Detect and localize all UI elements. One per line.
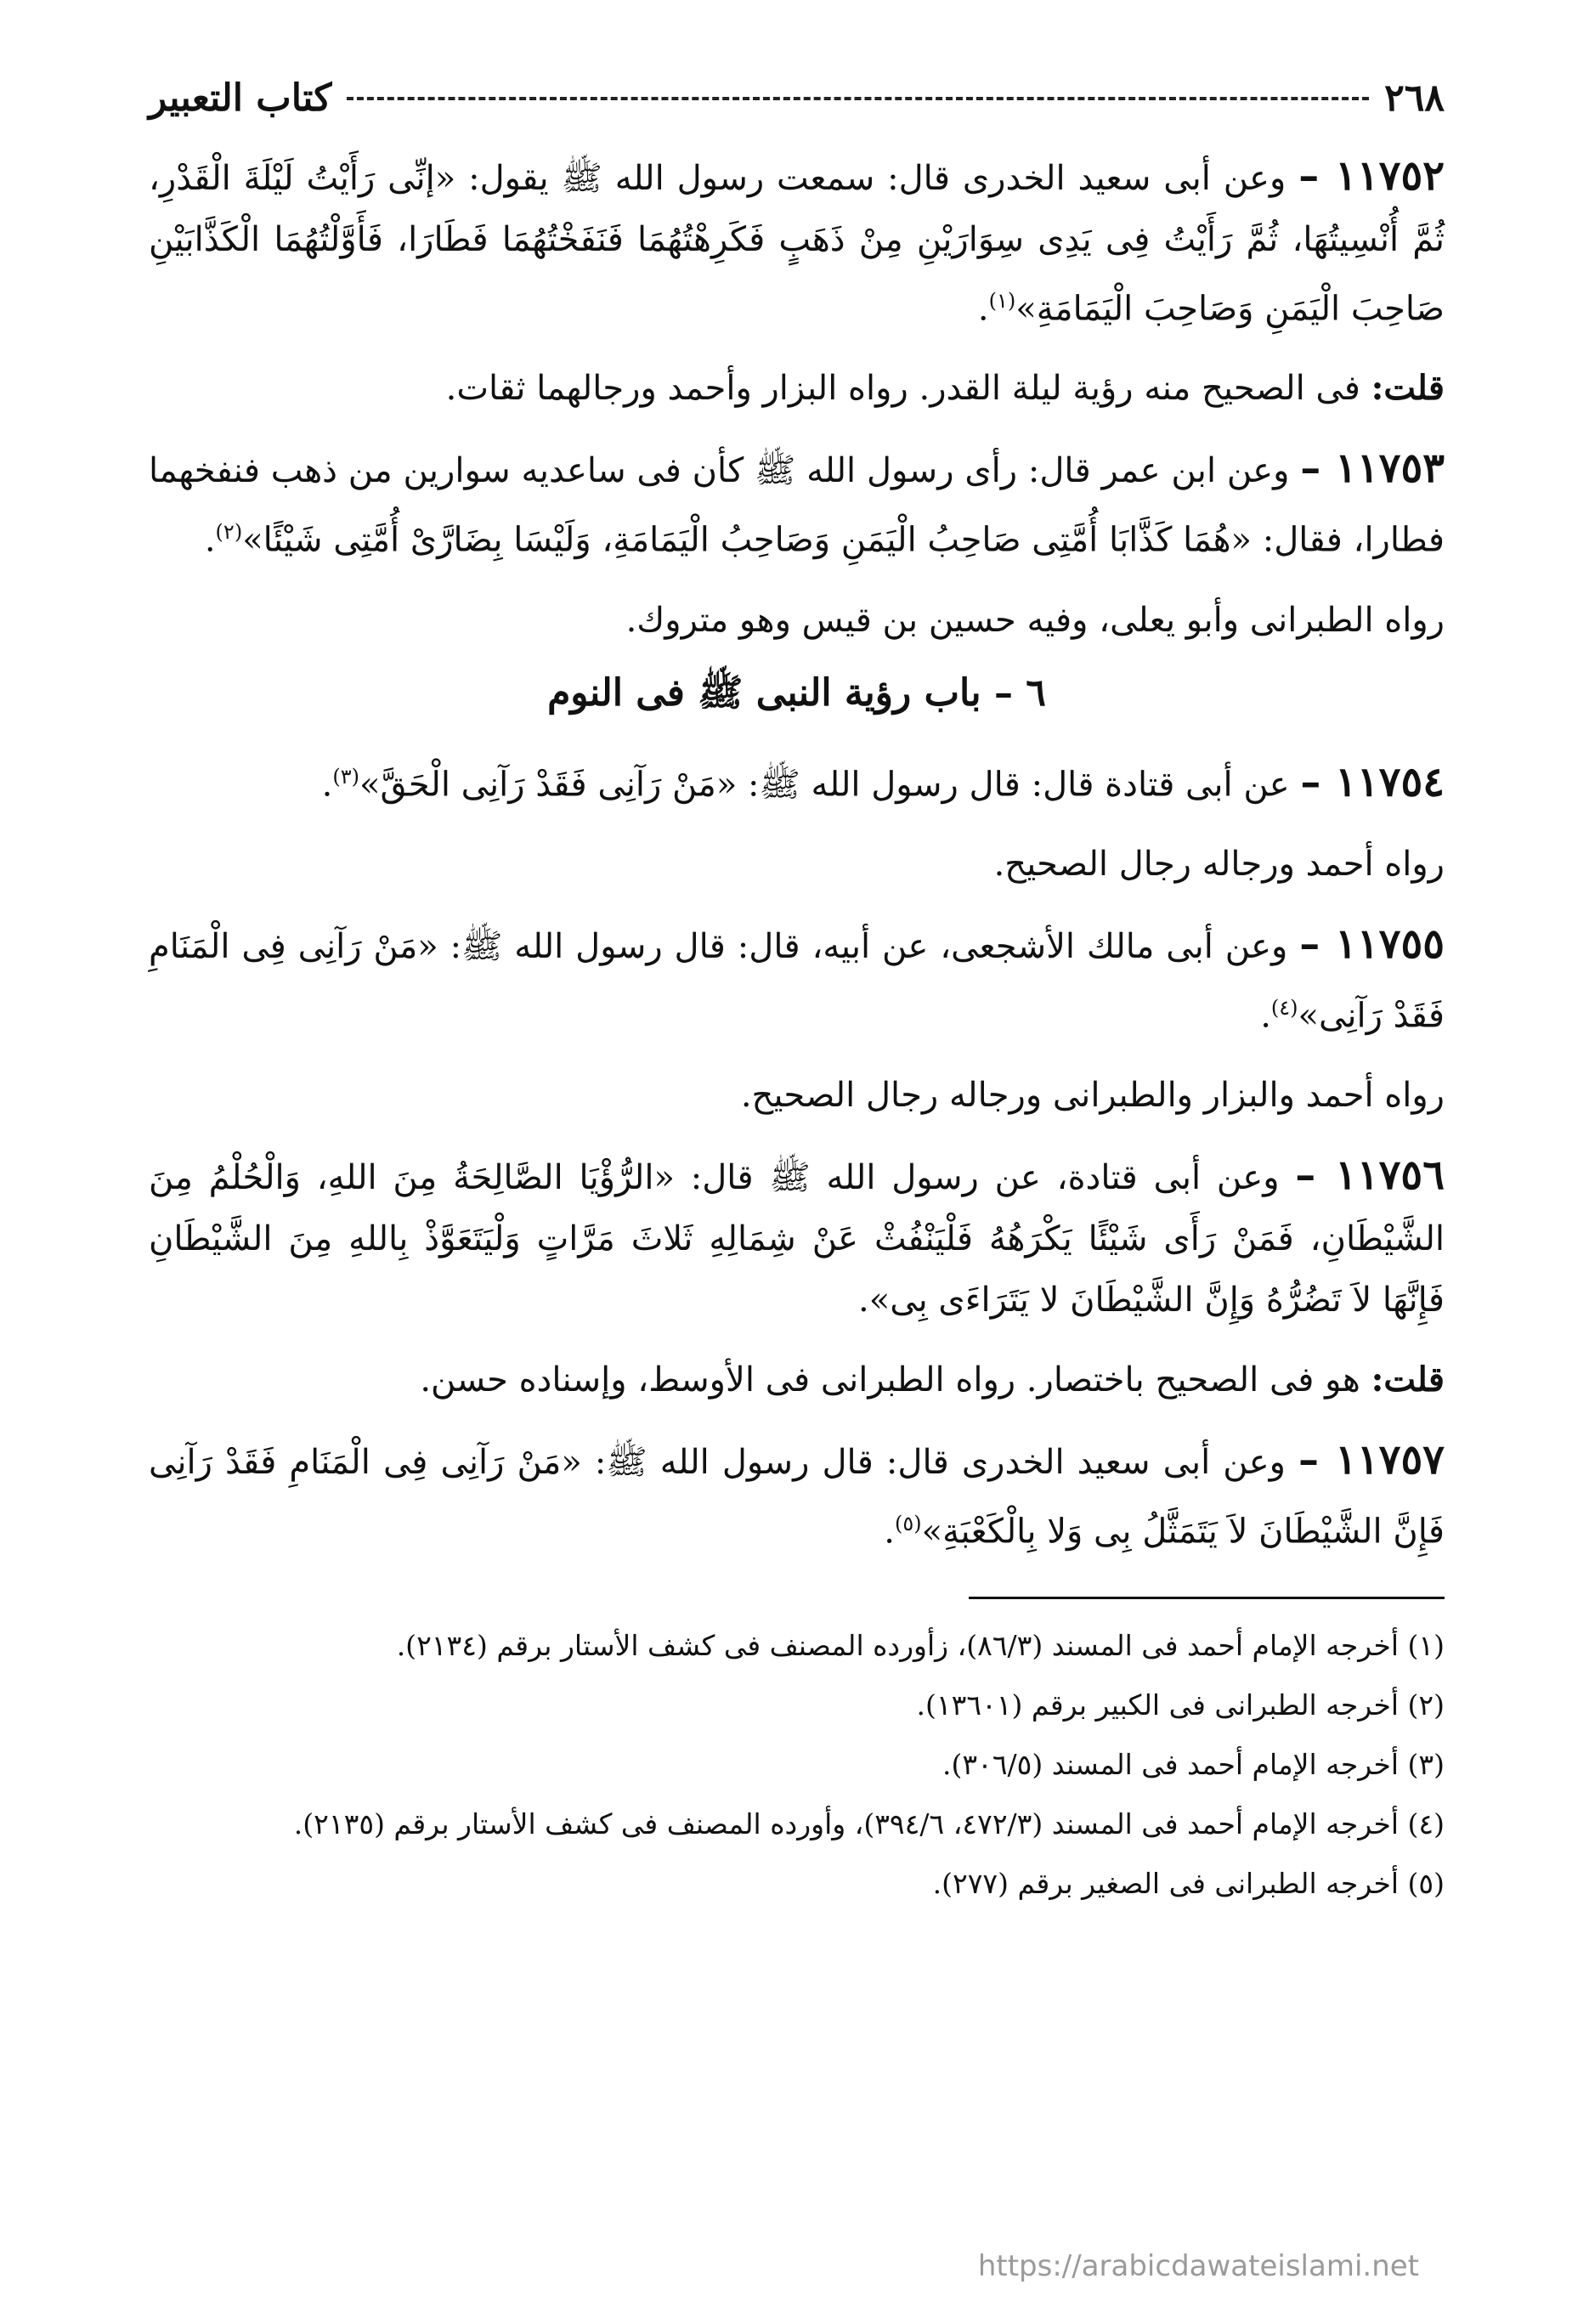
footnote-ref: (٣)	[332, 764, 359, 789]
narration-text: رواه أحمد والبزار والطبرانى ورجاله رجال الصحيح.	[740, 1076, 1445, 1116]
hadith-paragraph: ١١٧٥٣ – وعن ابن عمر قال: رأى رسول الله ﷺ كأن فى ساعديه سوارين من ذهب فنفخهما فطارا، فقال: «هُمَا كَذَّابَا أُمَّتِى صَاحِبُ الْيَمَنِ وَصَاحِبُ الْيَمَامَةِ، وَلَيْسَا بِضَارَّىْ أُمَّتِى شَيْئًا»$^{(٢)}$.	[149, 444, 1445, 560]
narration-text: رواه الطبرانى وأبو يعلى، وفيه حسين بن قيس وهو متروك.	[625, 600, 1445, 640]
commentary-text: فى الصحيح منه رؤية ليلة القدر. رواه البزار وأحمد ورجالهما ثقات.	[445, 369, 1360, 409]
narration-text: رواه أحمد ورجاله رجال الصحيح.	[993, 844, 1445, 884]
narration-note	[149, 590, 1445, 651]
page-number: ٢٦٨	[1384, 76, 1445, 120]
footnote-ref: (٥)	[894, 1512, 922, 1536]
footnote: (٤) أخرجه الإمام أحمد فى المسند (٤٧٢/٣، ٣٩٤/٦)، وأورده المصنف فى كشف الأستار برقم (٢١٣٥).	[293, 1807, 1445, 1841]
footnote: (٥) أخرجه الطبرانى فى الصغير برقم (٢٧٧).	[932, 1866, 1445, 1900]
narration-note	[149, 834, 1445, 895]
qultu-label: قلت:	[1371, 1360, 1445, 1400]
commentary-paragraph	[149, 358, 1445, 419]
footnotes-section	[149, 1621, 1445, 1908]
hadith-number: ١١٧٥٢ –	[1298, 152, 1445, 200]
hadith-paragraph: ١١٧٥٧ – وعن أبى سعيد الخدرى قال: قال رسول الله ﷺ: «مَنْ رَآنِى فِى الْمَنَامِ فَقَدْ رَآنِى فَإِنَّ الشَّيْطَانَ لاَ يَتَمَثَّلُ بِى وَلا بِالْكَعْبَةِ»$^{(٥)}$.	[149, 1436, 1445, 1552]
commentary-paragraph	[149, 1349, 1445, 1411]
hadith-paragraph	[149, 1145, 1445, 1331]
commentary-text: هو فى الصحيح باختصار. رواه الطبرانى فى الأوسط، وإسناده حسن.	[420, 1360, 1360, 1400]
footnote: (٣) أخرجه الإمام أحمد فى المسند (٣٠٦/٥).	[942, 1747, 1445, 1781]
hadith-text: وعن ابن عمر قال: رأى رسول الله ﷺ كأن فى ساعديه سوارين من ذهب فنفخهما فطارا، فقال: «هُمَا كَذَّابَا أُمَّتِى صَاحِبُ الْيَمَنِ وَصَاحِبُ الْيَمَامَةِ، وَلَيْسَا بِضَارَّىْ أُمَّتِى شَيْئًا»	[149, 451, 1445, 560]
footnote-ref: (٢)	[215, 520, 243, 545]
footnote-ref: (١)	[988, 289, 1016, 313]
book-title: كتاب التعبير	[149, 76, 332, 120]
hadith-paragraph: ١١٧٥٢ – وعن أبى سعيد الخدرى قال: سمعت رسول الله ﷺ يقول: «إنِّى رَأَيْتُ لَيْلَةَ الْقَدْرِ، ثُمَّ أُنْسِيتُهَا، ثُمَّ رَأَيْتُ فِى يَدِى سِوَارَيْنِ مِنْ ذَهَبٍ فَكَرِهْتُهُمَا فَنَفَخْتُهُمَا فَطَارَا، فَأَوَّلْتُهُمَا الْكَذَّابَيْنِ صَاحِبَ الْيَمَنِ وَصَاحِبَ الْيَمَامَةِ»$^{(١)}$.	[149, 152, 1445, 329]
hadith-number: ١١٧٥٣ –	[1300, 444, 1445, 493]
watermark-url: https://arabicdawateislami.net	[977, 2249, 1419, 2283]
hadith-number: ١١٧٥٧ –	[1298, 1436, 1445, 1484]
hadith-number: ١١٧٥٤ –	[1300, 757, 1445, 806]
hadith-paragraph: ١١٧٥٥ – وعن أبى مالك الأشجعى، عن أبيه، قال: قال رسول الله ﷺ: «مَنْ رَآنِى فِى الْمَنَامِ فَقَدْ رَآنِى»$^{(٤)}$.	[149, 919, 1445, 1036]
footnote: (٢) أخرجه الطبرانى فى الكبير برقم (١٣٦٠١).	[916, 1688, 1445, 1722]
hadith-text: وعن أبى قتادة، عن رسول الله ﷺ قال: «الرُّؤْيَا الصَّالِحَةُ مِنَ اللهِ، وَالْحُلْمُ مِنَ الشَّيْطَانِ، فَمَنْ رَأَى شَيْئًا يَكْرَهُهُ فَلْيَنْفُثْ عَنْ شِمَالِهِ ثَلاثَ مَرَّاتٍ وَلْيَتَعَوَّذْ بِاللهِ مِنَ الشَّيْطَانِ فَإِنَّهَا لاَ تَضُرُّهُ وَإِنَّ الشَّيْطَانَ لا يَتَرَاءَى بِى».	[149, 1158, 1445, 1320]
hadith-text: وعن أبى سعيد الخدرى قال: سمعت رسول الله ﷺ يقول: «إنِّى رَأَيْتُ لَيْلَةَ الْقَدْرِ، ثُمَّ أُنْسِيتُهَا، ثُمَّ رَأَيْتُ فِى يَدِى سِوَارَيْنِ مِنْ ذَهَبٍ فَكَرِهْتُهُمَا فَنَفَخْتُهُمَا فَطَارَا، فَأَوَّلْتُهُمَا الْكَذَّابَيْنِ صَاحِبَ الْيَمَنِ وَصَاحِبَ الْيَمَامَةِ»	[149, 159, 1445, 329]
hadith-text: وعن أبى سعيد الخدرى قال: قال رسول الله ﷺ: «مَنْ رَآنِى فِى الْمَنَامِ فَقَدْ رَآنِى فَإِنَّ الشَّيْطَانَ لاَ يَتَمَثَّلُ بِى وَلا بِالْكَعْبَةِ»	[149, 1443, 1445, 1552]
hadith-paragraph: ١١٧٥٤ – عن أبى قتادة قال: قال رسول الله ﷺ: «مَنْ رَآنِى فَقَدْ رَآنِى الْحَقَّ»$^{(٣)}$.	[321, 757, 1445, 806]
footnote: (١) أخرجه الإمام أحمد فى المسند (٨٦/٣)، زأورده المصنف فى كشف الأستار برقم (٢١٣٤).	[396, 1628, 1445, 1662]
header-dashed-rule	[347, 97, 1369, 100]
footnote-ref: (٤)	[1270, 995, 1298, 1020]
hadith-text: عن أبى قتادة قال: قال رسول الله ﷺ: «مَنْ رَآنِى فَقَدْ رَآنِى الْحَقَّ»	[359, 764, 1290, 804]
chapter-heading: ٦ – باب رؤية النبى ﷺ فى النوم	[547, 670, 1046, 715]
qultu-label: قلت:	[1371, 368, 1445, 409]
narration-note	[149, 1065, 1445, 1126]
hadith-number: ١١٧٥٥ –	[1299, 919, 1445, 968]
page-header	[149, 76, 1445, 120]
footnote-divider	[969, 1597, 1445, 1599]
hadith-text: وعن أبى مالك الأشجعى، عن أبيه، قال: قال رسول الله ﷺ: «مَنْ رَآنِى فِى الْمَنَامِ فَقَدْ رَآنِى»	[149, 926, 1445, 1036]
hadith-number: ١١٧٥٦ –	[1295, 1151, 1445, 1200]
